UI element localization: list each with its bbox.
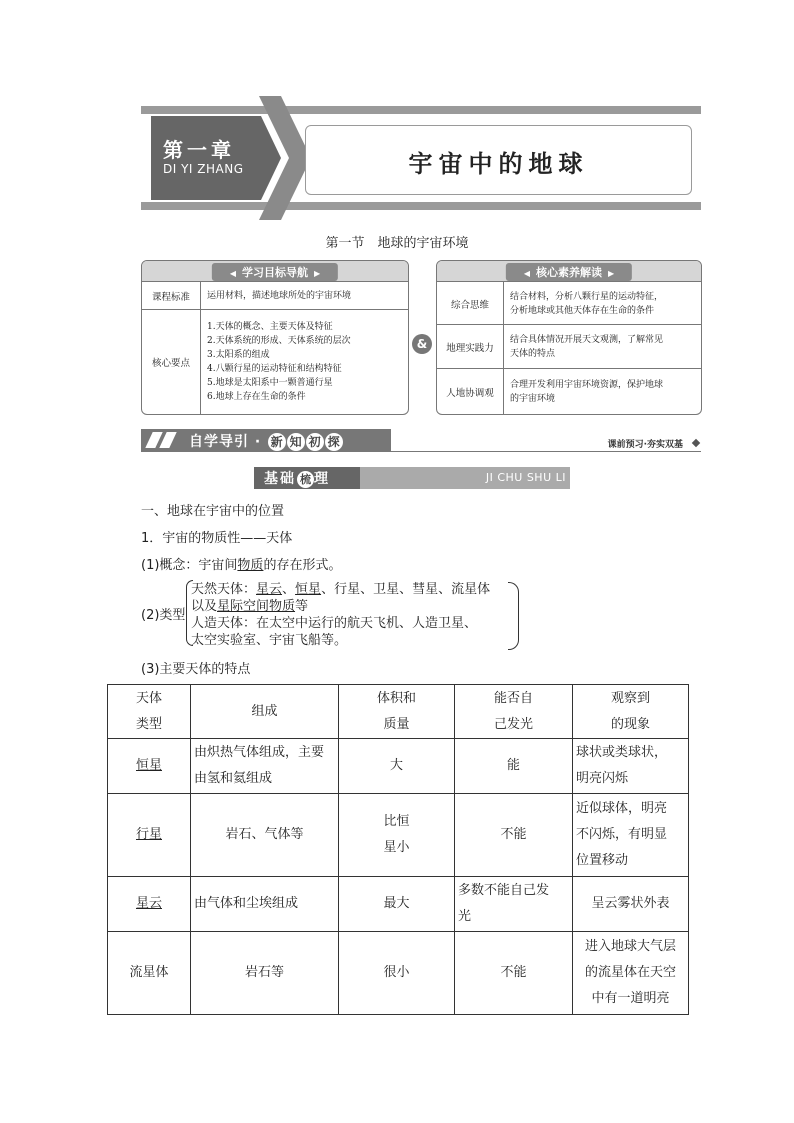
basics-part2: 理: [314, 471, 330, 487]
learning-goals-title: 学习目标导航: [242, 266, 308, 279]
goal-row-text: [201, 310, 351, 414]
table-row: [108, 877, 689, 932]
concept-prefix: (1)概念：宇宙间: [141, 558, 238, 573]
artificial-line-2: 太空实验室、宇宙飞船等。: [191, 633, 348, 648]
natural-line2-underlined: 星际空间物质: [217, 599, 296, 614]
natural-prefix: 天然天体：: [191, 582, 257, 597]
header-cell: 组成: [191, 685, 339, 739]
self-study-prefix: 自学导引: [189, 434, 249, 450]
left-triangle-icon: ◀: [229, 269, 236, 278]
heading-1: 一、地球在宇宙中的位置: [141, 504, 285, 519]
goal-line: 4.八颗行星的运动特征和结构特征: [207, 364, 342, 374]
goal-row-label: 核心要点: [142, 310, 201, 414]
natural-line2-suffix: 等: [295, 599, 309, 614]
light-cell: 不能: [455, 794, 573, 877]
literacy-row: [437, 368, 701, 415]
phenomenon-cell: 近似球体，明亮 不闪烁，有明显 位置移动: [573, 794, 689, 877]
learning-goals-header: [142, 261, 408, 282]
type-cell: 恒星: [108, 739, 191, 794]
section-title: 第一节 地球的宇宙环境: [325, 236, 469, 251]
table-row: [108, 932, 689, 1015]
chapter-title-box: [305, 125, 692, 195]
right-brace: [508, 582, 519, 650]
core-literacy-header: [437, 261, 701, 282]
literacy-row-label: 人地协调观: [437, 369, 504, 415]
basics-part1: 基础: [264, 471, 296, 487]
chevron-stripe-icon: [159, 432, 176, 448]
size-cell: 大: [339, 739, 455, 794]
light-cell: 不能: [455, 932, 573, 1015]
literacy-row-text: [504, 325, 663, 369]
phenomenon-cell: 进入地球大气层 的流星体在天空 中有一道明亮: [573, 932, 689, 1015]
literacy-line: 结合材料，分析八颗行星的运动特征，: [510, 291, 664, 302]
concept-suffix: 的存在形式。: [263, 558, 342, 573]
light-cell: 能: [455, 739, 573, 794]
literacy-row: [437, 281, 701, 325]
circle-char: 知: [287, 433, 305, 451]
artificial-line-1: 人造天体：在太空中运行的航天飞机、人造卫星、: [191, 616, 478, 631]
literacy-line: 天体的特点: [510, 349, 556, 359]
goal-line: 3.太阳系的组成: [207, 350, 270, 360]
goal-row: [142, 281, 408, 310]
concept-word: 物质: [237, 558, 264, 573]
type-cell: 流星体: [108, 932, 191, 1015]
self-study-box: [141, 429, 391, 451]
circle-char: 新: [268, 433, 286, 451]
basics-box: [254, 467, 360, 489]
circle-char: 探: [325, 433, 343, 451]
type-label: (2)类型: [141, 608, 186, 623]
ampersand-badge: &: [412, 334, 432, 354]
literacy-line: 合理开发利用宇宙环境资源，保护地球: [510, 380, 664, 390]
size-cell: 最大: [339, 877, 455, 932]
header-cell: 体积和 质量: [339, 685, 455, 739]
natural-star: 恒星: [295, 582, 322, 597]
chapter-pinyin: DI YI ZHANG: [163, 162, 244, 176]
literacy-row-label: 地理实践力: [437, 325, 504, 369]
header-cell: 观察到 的现象: [573, 685, 689, 739]
light-cell: 多数不能自己发 光: [455, 877, 573, 932]
natural-nebula: 星云: [256, 582, 283, 597]
table-row: [108, 794, 689, 877]
left-triangle-icon: ◀: [523, 269, 530, 278]
self-study-dot: ·: [254, 434, 262, 450]
basics-bar: [254, 467, 570, 489]
right-triangle-icon: ▶: [608, 269, 615, 278]
goal-row: [142, 309, 408, 414]
diamond-icon: [692, 439, 700, 447]
size-cell: 比恒 星小: [339, 794, 455, 877]
header-cell: 天体 类型: [108, 685, 191, 739]
goal-line: 运用材料，描述地球所处的宇宙环境: [207, 291, 352, 301]
self-study-title: [189, 431, 343, 451]
goal-row-text: [201, 282, 351, 310]
natural-sep: 、: [282, 582, 296, 597]
goal-line: 2.天体系统的形成、天体系统的层次: [207, 336, 351, 346]
self-study-subtitle: 课前预习·夯实双基: [607, 440, 683, 450]
goal-line: 5.地球是太阳系中一颗普通行星: [207, 378, 333, 388]
goal-line: 1.天体的概念、主要天体及特征: [207, 322, 333, 332]
learning-goals-panel: [141, 260, 409, 415]
natural-line2-prefix: 以及: [191, 599, 218, 614]
composition-cell: 由炽热气体组成，主要 由氢和氦组成: [191, 739, 339, 794]
basics-title: [264, 468, 330, 488]
phenomenon-cell: 球状或类球状， 明亮闪烁: [573, 739, 689, 794]
features-heading: (3)主要天体的特点: [141, 662, 251, 677]
chapter-banner: [141, 96, 701, 220]
self-study-bar: [141, 429, 701, 455]
goal-line: 6.地球上存在生命的条件: [207, 392, 306, 402]
composition-cell: 由气体和尘埃组成: [191, 877, 339, 932]
goal-row-label: 课程标准: [142, 282, 201, 310]
literacy-line: 结合具体情况开展天文观测，了解常见: [510, 335, 664, 345]
chapter-label: 第一章: [163, 138, 235, 162]
literacy-row: [437, 324, 701, 369]
type-cell: 行星: [108, 794, 191, 877]
literacy-row-label: 综合思维: [437, 282, 504, 325]
literacy-line: 的宇宙环境: [510, 394, 556, 404]
literacy-row-text: [504, 282, 663, 325]
table-header-row: [108, 685, 689, 739]
core-literacy-panel: [436, 260, 702, 415]
concept-line: [141, 554, 341, 573]
self-study-underline: [141, 451, 701, 452]
literacy-row-text: [504, 369, 663, 415]
core-literacy-title: 核心素养解读: [536, 266, 602, 279]
heading-2: 1．宇宙的物质性——天体: [141, 531, 293, 546]
learning-goals-header-pill: [212, 263, 338, 281]
header-cell: 能否自 己发光: [455, 685, 573, 739]
natural-rest: 、行星、卫星、彗星、流星体: [321, 582, 491, 597]
basics-pinyin: JI CHU SHU LI: [485, 471, 566, 484]
chapter-title: 宇宙中的地球: [408, 150, 589, 178]
celestial-bodies-table: [107, 684, 689, 1015]
core-literacy-header-pill: [506, 263, 632, 281]
literacy-line: 分析地球或其他天体存在生命的条件: [510, 305, 655, 316]
table-row: [108, 739, 689, 794]
phenomenon-cell: 呈云雾状外表: [573, 877, 689, 932]
circle-char: 梳: [297, 471, 314, 488]
composition-cell: 岩石、气体等: [191, 794, 339, 877]
type-cell: 星云: [108, 877, 191, 932]
right-triangle-icon: ▶: [314, 269, 321, 278]
circle-char: 初: [306, 433, 324, 451]
composition-cell: 岩石等: [191, 932, 339, 1015]
size-cell: 很小: [339, 932, 455, 1015]
